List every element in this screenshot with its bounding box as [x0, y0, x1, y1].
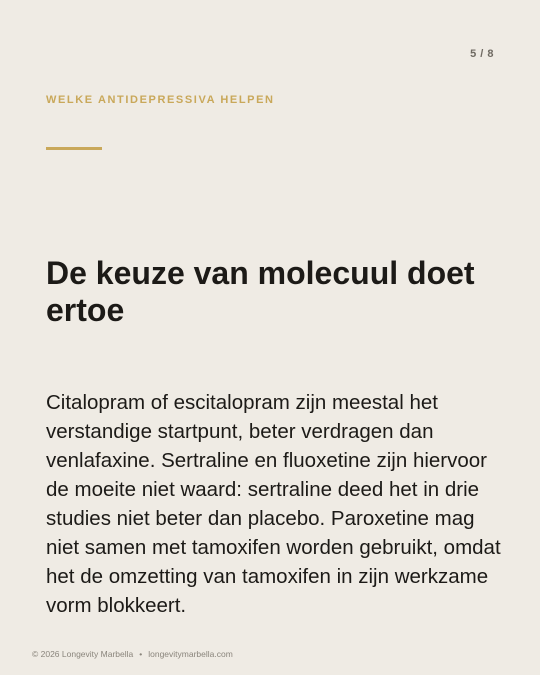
- slide-body-text: Citalopram of escitalopram zijn meestal het verstandige startpunt, beter verdragen dan venlafaxine. Sertraline en fluoxetine zijn hiervoor de moeite niet waard: sertraline deed het in drie studies niet beter dan placebo. Paroxetine mag niet samen met tamoxifen worden gebruikt, omdat het de omzetting van tamoxifen in zijn werkzame vorm blokkeert.: [46, 391, 501, 617]
- footer-website: longevitymarbella.com: [148, 649, 233, 659]
- accent-divider: [46, 147, 102, 150]
- page-counter: 5 / 8: [470, 48, 494, 60]
- section-eyebrow: WELKE ANTIDEPRESSIVA HELPEN: [46, 94, 275, 106]
- footer-copyright: © 2026 Longevity Marbella: [32, 649, 134, 659]
- footer: [32, 649, 233, 659]
- slide-headline: De keuze van molecuul doet ertoe: [46, 255, 475, 328]
- footer-separator: •: [139, 649, 143, 659]
